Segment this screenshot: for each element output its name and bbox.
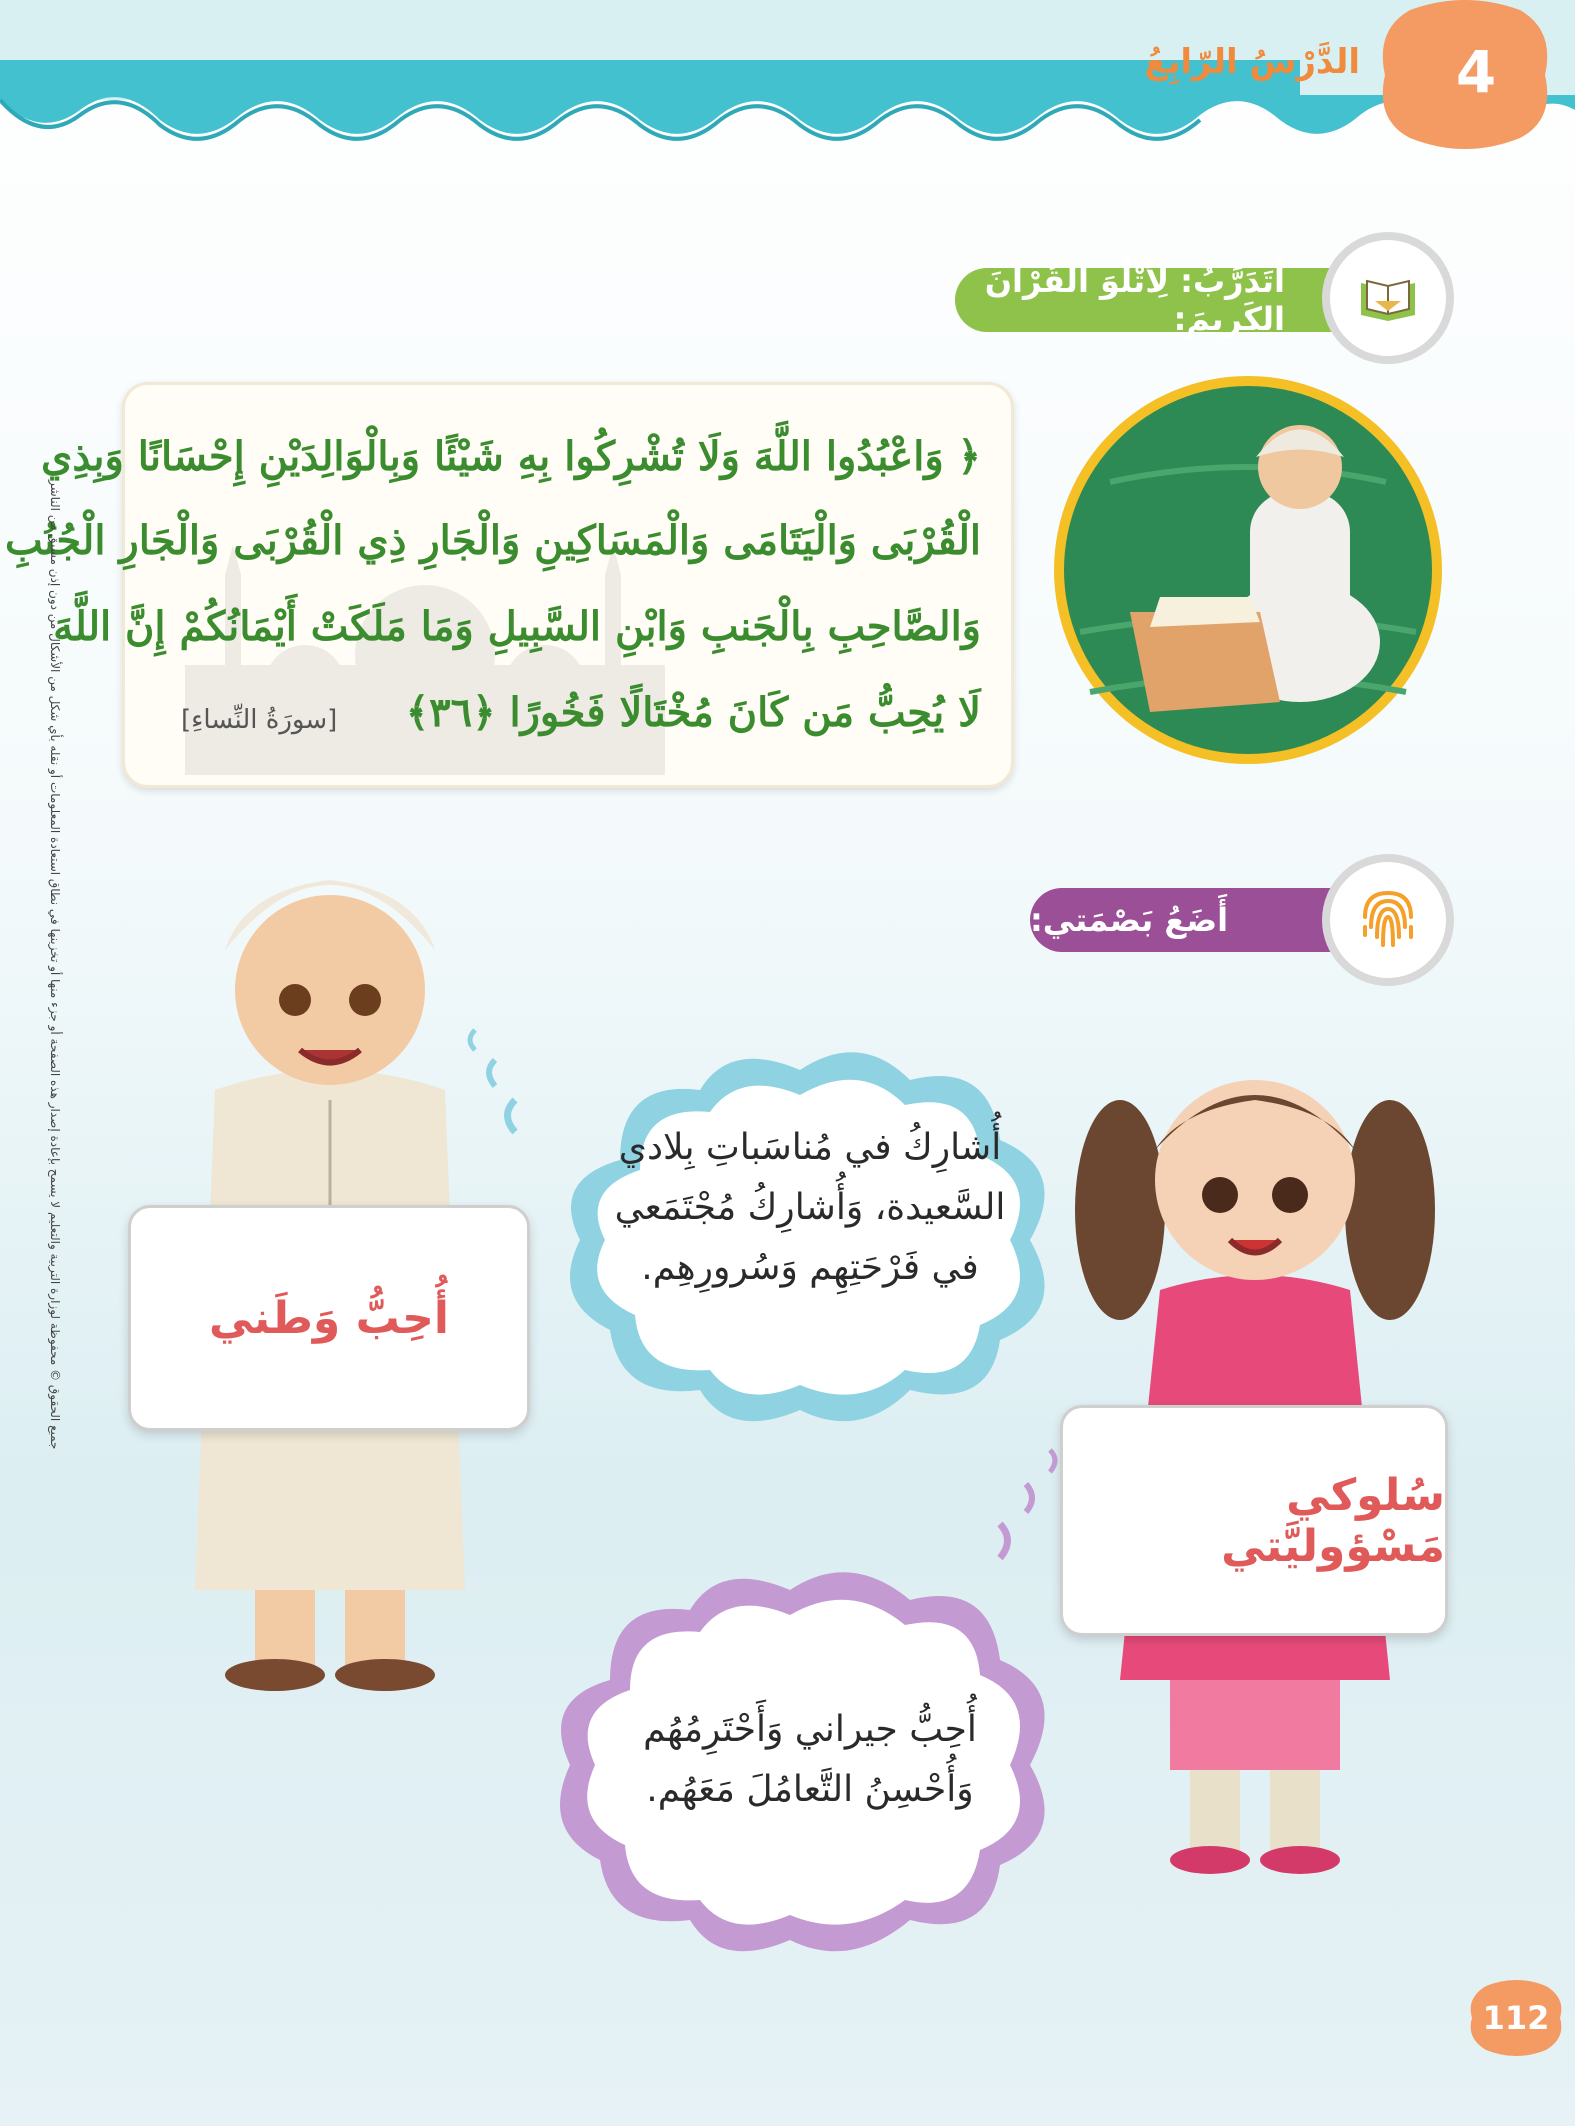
surah-reference: [سورَةُ النِّساءِ] <box>181 705 338 735</box>
copyright-side-note: جميع الحقوق © محفوظة لوزارة التربية والتعليم لا يسمح بإعادة إصدار هذه الصفحة أو جزء منها أو تخزينها في نطاق استعادة المعلومات أو نقله بأي شكل من الأشكال من دون إذن مسبق من الناشر <box>48 480 62 1450</box>
purple-cloud-line-2: وَأُحْسِنُ التَّعامُلَ مَعَهُم. <box>646 1769 974 1810</box>
quran-line-1: ﴿ وَاعْبُدُوا اللَّهَ وَلَا تُشْرِكُوا بِهِ شَيْئًا وَبِالْوَالِدَيْنِ إِحْسَانًا وَبِذِي <box>41 433 981 480</box>
fingerprint-heading: أَضَعُ بَصْمَتي: <box>1030 888 1360 952</box>
blue-cloud-line-1: أُشارِكُ في مُناسَباتِ بِلادي <box>618 1127 1002 1168</box>
mosque-silhouette <box>165 545 685 775</box>
fingerprint-icon-badge <box>1330 862 1446 978</box>
fingerprint-icon <box>1357 887 1419 953</box>
blue-cloud-tail <box>455 1020 545 1150</box>
quran-verse-box <box>5 382 1014 788</box>
header-wave-band <box>0 0 1575 175</box>
quran-line-2: الْقُرْبَى وَالْيَتَامَى وَالْمَسَاكِينِ وَالْجَارِ ذِي الْقُرْبَى وَالْجَارِ الْجُنُبِ <box>5 517 981 564</box>
lesson-number: 4 <box>1455 38 1497 106</box>
quran-book-icon <box>1357 273 1419 323</box>
practice-icon-badge <box>1330 240 1446 356</box>
page-number: 112 <box>1482 1999 1550 2037</box>
purple-cloud-line-1: أُحِبُّ جيراني وَأَحْتَرِمُهُم <box>643 1709 977 1750</box>
purple-cloud-text <box>600 1700 1020 1820</box>
blue-cloud-text <box>610 1118 1010 1298</box>
blue-cloud-line-2: السَّعيدة، وَأُشارِكُ مُجْتَمَعي <box>614 1187 1006 1228</box>
quran-line-3: وَالصَّاحِبِ بِالْجَنبِ وَابْنِ السَّبِيلِ وَمَا مَلَكَتْ أَيْمَانُكُمْ إِنَّ اللَّهَ <box>53 603 981 650</box>
blue-cloud-line-3: في فَرْحَتِهِم وَسُرورِهِم. <box>641 1247 979 1288</box>
quran-line-4: لَا يُحِبُّ مَن كَانَ مُخْتَالًا فَخُورًا ﴿٣٦﴾ <box>405 689 981 736</box>
card-love-homeland: أُحِبُّ وَطَني <box>128 1205 530 1431</box>
lesson-title: الدَّرْسُ الرّابِعُ <box>1144 42 1360 82</box>
practice-heading: أَتَدَرَّبُ: لِأَتْلُوَ القُرْآنَ الكَريمَ: <box>955 268 1355 332</box>
boy-reading-quran-illustration <box>1050 372 1446 768</box>
card-my-behavior-responsibility: سُلوكي مَسْؤوليَّتي <box>1060 1405 1448 1636</box>
purple-cloud-tail <box>960 1440 1070 1570</box>
